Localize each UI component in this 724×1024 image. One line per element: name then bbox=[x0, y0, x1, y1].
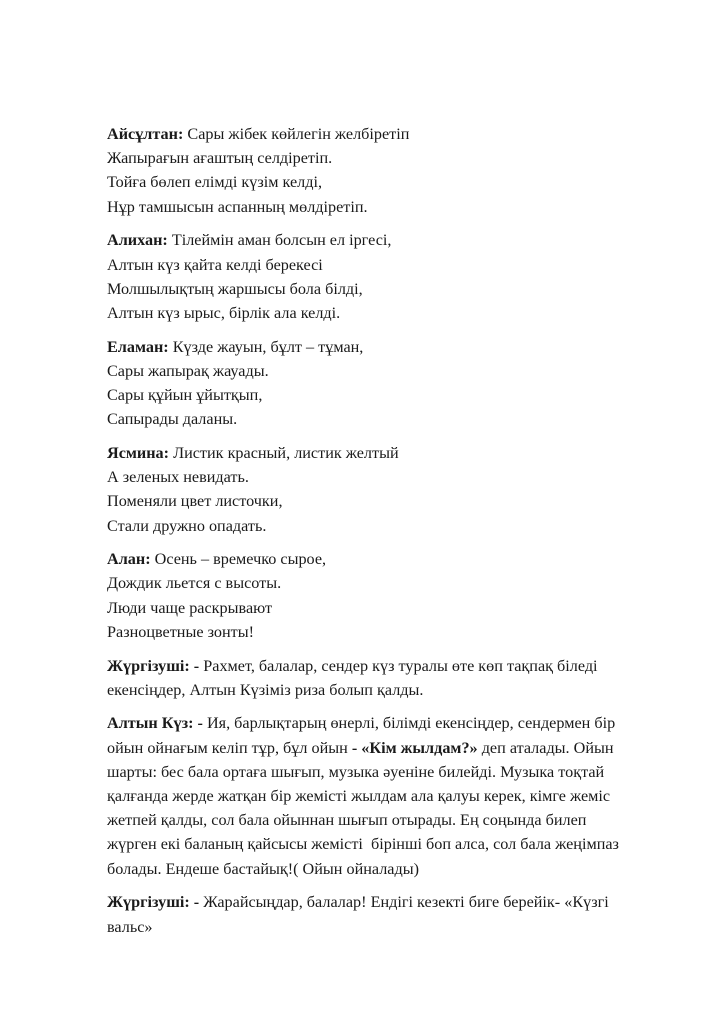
dialogue-line: Жүргізуші: - Жарайсыңдар, балалар! Ендігі кезекті биге берейік- «Күзгі bbox=[107, 893, 609, 912]
dialogue-line: Жүргізуші: - Рахмет, балалар, сендер күз туралы өте көп тақпақ біледі bbox=[107, 656, 598, 675]
speaker-name: Еламан: bbox=[107, 337, 169, 356]
verse-yasmina bbox=[107, 441, 667, 538]
verse-elaman bbox=[107, 335, 667, 432]
speaker-name: Алан: bbox=[107, 550, 151, 569]
dialogue-host-thanks bbox=[107, 654, 667, 702]
dialogue-line: қалғанда жерде жатқан бір жемісті жылдам ала қалуы керек, кімге жеміс bbox=[107, 787, 611, 806]
verse-line: Алтын күз ырыс, бірлік ала келді. bbox=[107, 303, 341, 322]
verse-aisultan bbox=[107, 122, 667, 219]
verse-line: Айсұлтан: Сары жібек көйлегін желбіретіп bbox=[107, 125, 410, 143]
dialogue-line: болады. Ендеше бастайық!( Ойын ойналады) bbox=[107, 859, 419, 878]
dialogue-line: ойын ойнағым келіп тұр, бұл ойын - «Кім жылдам?» деп аталады. Ойын bbox=[107, 738, 614, 757]
dialogue-line: вальс» bbox=[107, 917, 153, 936]
verse-line: Дождик льется с высоты. bbox=[107, 574, 282, 593]
verse-alan bbox=[107, 547, 667, 644]
game-title: - «Кім жылдам?» bbox=[351, 738, 478, 757]
dialogue-line: жетпей қалды, сол бала ойыннан шығып отырады. Ең соңында билеп bbox=[107, 811, 587, 830]
verse-line: Молшылықтың жаршысы бола білді, bbox=[107, 279, 363, 298]
verse-line: Ясмина: Листик красный, листик желтый bbox=[107, 443, 399, 462]
verse-line: Алихан: Тілеймін аман болсын ел іргесі, bbox=[107, 231, 392, 250]
verse-line: Алтын күз қайта келді берекесі bbox=[107, 255, 323, 274]
verse-line: Сары құйын ұйытқып, bbox=[107, 386, 263, 405]
speaker-name: Алихан: bbox=[107, 231, 168, 250]
verse-line: Нұр тамшысын аспанның мөлдіретіп. bbox=[107, 197, 368, 216]
document-page bbox=[107, 122, 667, 948]
verse-line: Сапырады даланы. bbox=[107, 410, 238, 429]
verse-line: Люди чаще раскрывают bbox=[107, 598, 273, 617]
dialogue-line: Алтын Күз: - Ия, барлықтарың өнерлі, білімді екенсіңдер, сендермен бір bbox=[107, 714, 616, 733]
speaker-name: Жүргізуші: - bbox=[107, 656, 200, 675]
verse-line: Жапырағын ағаштың селдіретіп. bbox=[107, 149, 333, 168]
verse-line: А зеленых невидать. bbox=[107, 468, 249, 487]
speaker-name: Ясмина: bbox=[107, 443, 170, 462]
dialogue-line: екенсіңдер, Алтын Күзіміз риза болып қалды. bbox=[107, 680, 424, 699]
verse-line: Тойға бөлеп елімді күзім келді, bbox=[107, 173, 323, 192]
verse-line: Поменяли цвет листочки, bbox=[107, 492, 283, 511]
dialogue-golden-autumn bbox=[107, 711, 667, 880]
dialogue-line: жүрген екі баланың қайсысы жемісті бірінші боп алса, сол бала жеңімпаз bbox=[107, 835, 619, 854]
speaker-name: Жүргізуші: - bbox=[107, 893, 200, 912]
verse-line: Сары жапырақ жауады. bbox=[107, 361, 269, 380]
verse-line: Стали дружно опадать. bbox=[107, 516, 267, 535]
verse-line: Разноцветные зонты! bbox=[107, 622, 254, 641]
speaker-name: Айсұлтан: bbox=[107, 125, 184, 143]
dialogue-host-waltz bbox=[107, 890, 667, 938]
dialogue-line: шарты: бес бала ортаға шығып, музыка әуеніне билейді. Музыка тоқтай bbox=[107, 762, 605, 781]
verse-line: Еламан: Күзде жауын, бұлт – тұман, bbox=[107, 337, 364, 356]
speaker-name: Алтын Күз: - bbox=[107, 714, 203, 733]
verse-alikhan bbox=[107, 228, 667, 325]
verse-line: Алан: Осень – времечко сырое, bbox=[107, 550, 327, 569]
